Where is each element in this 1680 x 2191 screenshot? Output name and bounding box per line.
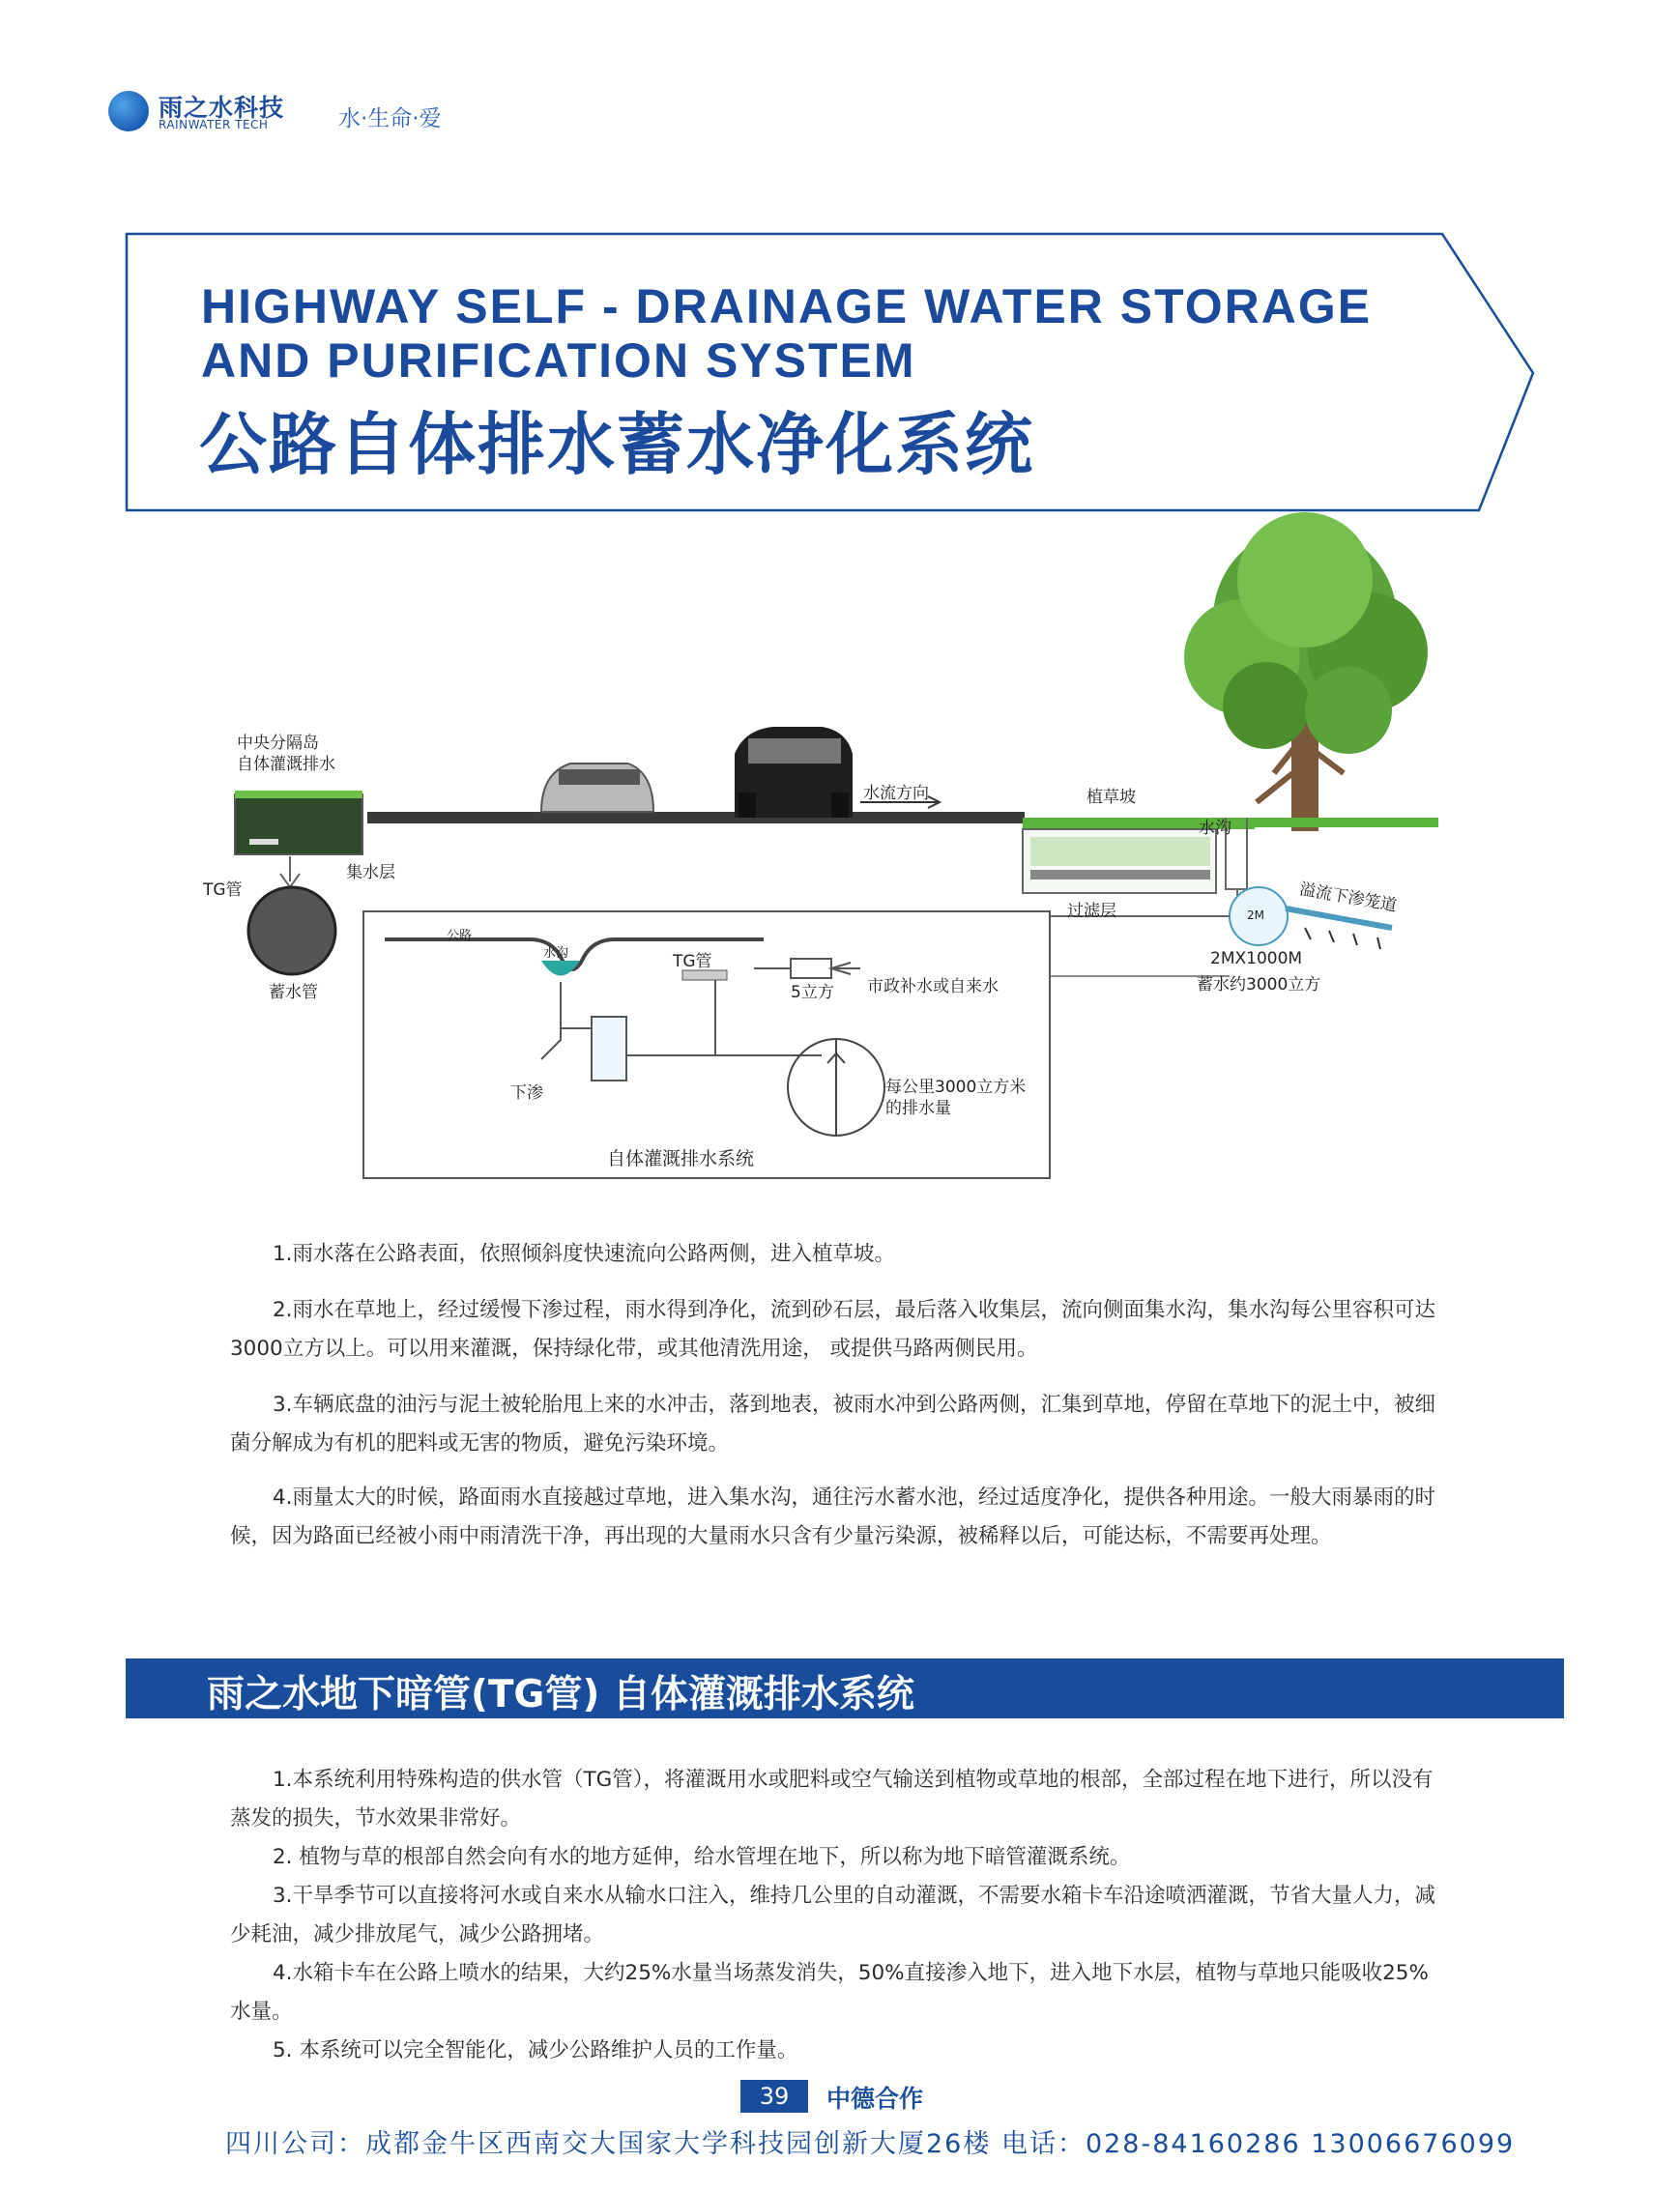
- inset-label-municipal: 市政补水或自来水: [867, 977, 999, 996]
- paragraph-4: 4.雨量太大的时候，路面雨水直接越过草地，进入集水沟，通往污水蓄水池，经过适度净化，提供各种用途。一般大雨暴雨的时候，因为路面已经被小雨中雨清洗干净，再出现的大量雨水只含有少量污染源，被稀释以后，可能达标，不需要再处理。: [230, 1485, 1436, 1548]
- slogan: 水·生命·爱: [338, 106, 442, 131]
- paragraph-1: 1.雨水落在公路表面，依照倾斜度快速流向公路两侧，进入植草坡。: [273, 1242, 896, 1266]
- inset-caption: 自体灌溉排水系统: [607, 1148, 755, 1169]
- page-number: 39: [740, 2080, 808, 2113]
- label-median-2: 自体灌溉排水: [237, 755, 335, 774]
- inset-label-drainage-2: 的排水量: [885, 1099, 951, 1118]
- label-collect-layer: 集水层: [346, 863, 395, 882]
- section-item-5: 5. 本系统可以完全智能化，减少公路维护人员的工作量。: [273, 2038, 798, 2062]
- title-en-line1: HIGHWAY SELF - DRAINAGE WATER STORAGE: [201, 279, 1373, 333]
- inset-label-road: 公路: [447, 929, 473, 943]
- title-en-line2: AND PURIFICATION SYSTEM: [201, 333, 916, 388]
- section-item-4: 4.水箱卡车在公路上喷水的结果，大约25%水量当场蒸发消失，50%直接渗入地下，进入地下水层，植物与草地只能吸收25%水量。: [230, 1961, 1429, 2024]
- label-flow-direction: 水流方向: [863, 784, 929, 803]
- inset-label-ditch: 水沟: [543, 946, 569, 961]
- label-pipe-spec: 2MX1000M: [1210, 949, 1303, 968]
- label-tg-pipe: TG管: [203, 880, 243, 900]
- label-median-1: 中央分隔岛: [237, 734, 319, 753]
- section-title: 雨之水地下暗管(TG管) 自体灌溉排水系统: [207, 1673, 914, 1716]
- road-surface: [367, 812, 1025, 823]
- label-grass-slope: 植草坡: [1086, 788, 1136, 807]
- section-item-1: 1.本系统利用特殊构造的供水管（TG管），将灌溉用水或肥料或空气输送到植物或草地的根部，全部过程在地下进行，所以没有蒸发的损失，节水效果非常好。: [230, 1768, 1434, 1831]
- car-silver: [541, 764, 653, 812]
- brand-name-cn: 雨之水科技: [159, 94, 285, 122]
- paragraph-3: 3.车辆底盘的油污与泥土被轮胎甩上来的水冲击，落到地表，被雨水冲到公路两侧，汇集到草地，停留在草地下的泥土中，被细菌分解成为有机的肥料或无害的物质，避免污染环境。: [230, 1393, 1436, 1456]
- inset-label-tg-pipe: TG管: [673, 952, 712, 971]
- label-storage-volume: 蓄水约3000立方: [1197, 975, 1321, 995]
- page-caption: 中德合作: [826, 2085, 924, 2113]
- footer-contact: 四川公司：成都金牛区西南交大国家大学科技园创新大厦26楼 电话：028-84160286 13006676099: [225, 2129, 1516, 2159]
- inset-label-drainage-1: 每公里3000立方米: [885, 1078, 1027, 1097]
- tree-illustration: [1184, 512, 1428, 831]
- label-storage-pipe: 蓄水管: [269, 983, 318, 1002]
- section-item-2: 2. 植物与草的根部自然会向有水的地方延伸，给水管埋在地下，所以称为地下暗管灌溉系统。: [273, 1845, 1131, 1869]
- median-island: [235, 794, 362, 854]
- label-ditch: 水沟: [1199, 819, 1231, 838]
- paragraph-2: 2.雨水在草地上，经过缓慢下渗过程，雨水得到净化，流到砂石层，最后落入收集层，流向侧面集水沟，集水沟每公里容积可达3000立方以上。可以用来灌溉，保持绿化带，或其他清洗用途， 或提供马路两侧民用。: [230, 1298, 1436, 1361]
- label-filter-layer: 过滤层: [1067, 902, 1116, 921]
- label-pipe-width: 2M: [1247, 908, 1264, 922]
- inset-label-tank: 5立方: [791, 983, 834, 1002]
- car-black: [735, 727, 853, 818]
- label-overflow: 溢流下渗笼道: [1297, 879, 1399, 916]
- page-title: 公路自体排水蓄水净化系统: [199, 405, 1034, 484]
- storage-pipe: [248, 887, 335, 974]
- section-item-3: 3.干旱季节可以直接将河水或自来水从输水口注入，维持几公里的自动灌溉，不需要水箱卡车沿途喷洒灌溉，节省大量人力，减少耗油，减少排放尾气，减少公路拥堵。: [230, 1884, 1436, 1946]
- brand-name-en: RAINWATER TECH: [159, 118, 269, 131]
- inset-label-seepage: 下渗: [510, 1083, 543, 1103]
